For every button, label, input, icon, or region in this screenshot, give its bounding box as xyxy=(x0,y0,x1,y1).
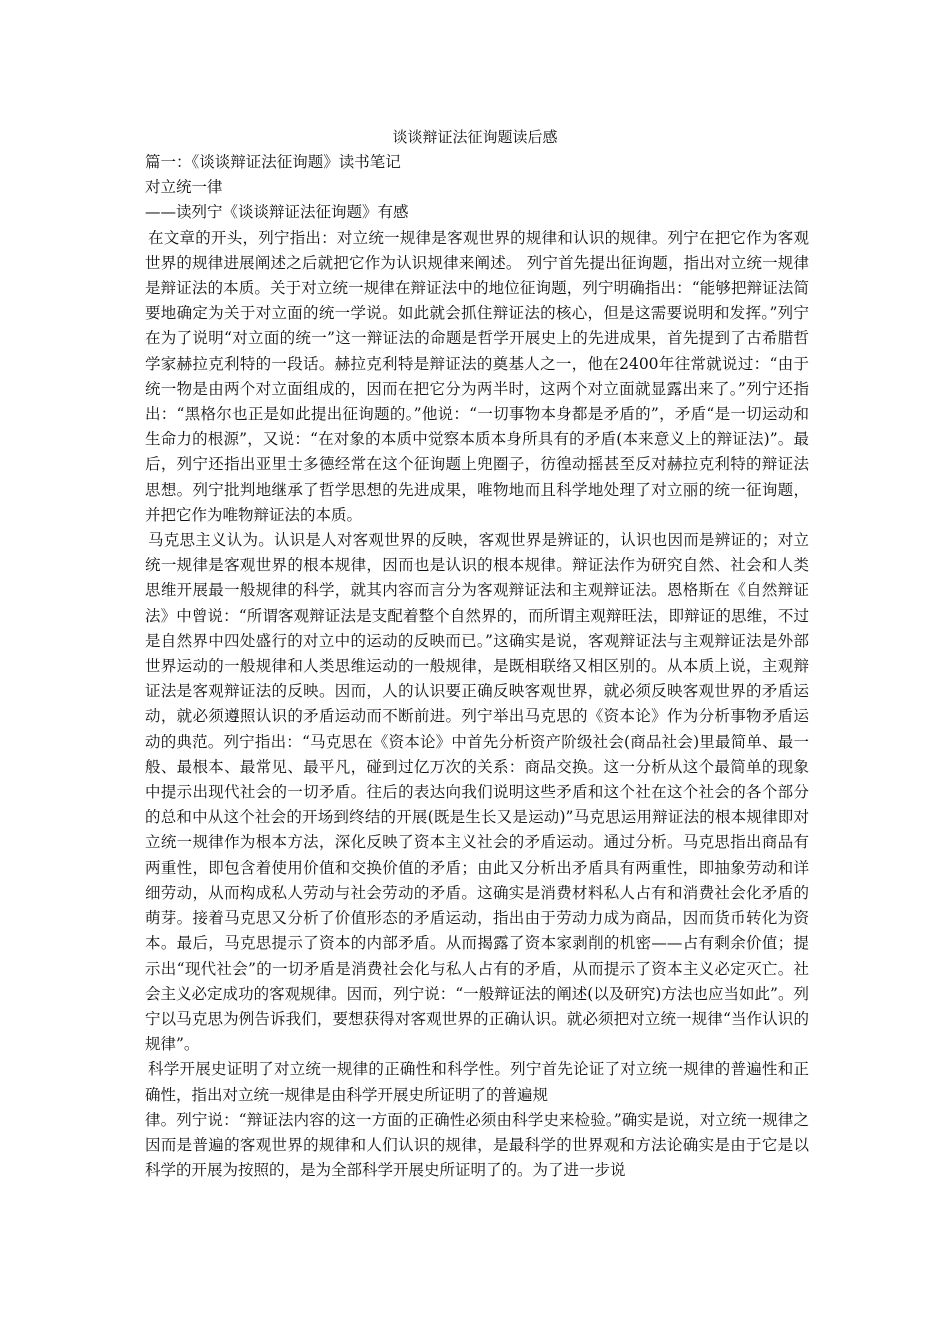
paragraph: 科学开展史证明了对立统一规律的正确性和科学性。列宁首先论证了对立统一规律的普遍性和正确性，指出对立统一规律是由科学开展史所证明了的普遍规 xyxy=(145,1060,809,1104)
paragraph: 在文章的开头，列宁指出：对立统一规律是客观世界的规律和认识的规律。列宁在把它作为客观世界的规律进展阐述之后就把它作为认识规律来阐述。 列宁首先提出征询题，指出对立统一规律是辩证法的本质。关于对立统一规律在辩证法中的地位征询题，列宁明确指出：“能够把辩证法简要地确定为关于对立面的统一学说。如此就会抓住辩证法的核心，但是这需要说明和发挥。”列宁在为了说明“对立面的统一”这一辩证法的命题是哲学开展史上的先进成果，首先提到了古希腊哲学家赫拉克利特的一段话。赫拉克利特是辩证法的奠基人之一，他在2400年往常就说过：“由于统一物是由两个对立面组成的，因而在把它分为两半时，这两个对立面就显露出来了。”列宁还指出：“黑格尔也正是如此提出征询题的。”他说：“一切事物本身都是矛盾的”，矛盾“是一切运动和生命力的根源”，又说：“在对象的本质中觉察本质本身所具有的矛盾(本来意义上的辩证法)”。最后，列宁还指出亚里士多德经常在这个征询题上兜圈子，彷徨动摇甚至反对赫拉克利特的辩证法思想。列宁批判地继承了哲学思想的先进成果，唯物地而且科学地处理了对立丽的统一征询题，并把它作为唯物辩证法的本质。 xyxy=(145,228,809,524)
document-body xyxy=(145,150,809,1183)
section-heading: 篇一：《谈谈辩证法征询题》读书笔记 xyxy=(145,153,401,171)
paragraph: 马克思主义认为。认识是人对客观世界的反映，客观世界是辨证的，认识也因而是辨证的；对立统一规律是客观世界的根本规律，因而也是认识的根本规律。辩证法作为研究自然、社会和人类思维开展最一般规律的科学，就其内容而言分为客观辩证法和主观辩证法。恩格斯在《自然辩证法》中曾说：“所谓客观辩证法是支配着整个自然界的，而所谓主观辩旺法，即辩证的思维，不过是自然界中四处盛行的对立中的运动的反映而已。”这确实是说，客观辩证法与主观辩证法是外部世界运动的一般规律和人类思维运动的一般规律，是既相联络又相区别的。从本质上说，主观辩证法是客观辩证法的反映。因而，人的认识要正确反映客观世界，就必须反映客观世界的矛盾运动，就必须遵照认识的矛盾运动而不断前进。列宁举出马克思的《资本论》作为分析事物矛盾运动的典范。列宁指出：“马克思在《资本论》中首先分析资产阶级社会(商品社会)里最简单、最一般、最根本、最常见、最平凡，碰到过亿万次的关系：商品交换。这一分析从这个最简单的现象中提示出现代社会的一切矛盾。往后的表达向我们说明这些矛盾和这个社在这个社会的各个部分的总和中从这个社会的开场到终结的开展(既是生长又是运动)”马克思运用辩证法的根本规律即对立统一规律作为根本方法，深化反映了资本主义社会的矛盾运动。通过分析。马克思指出商品有两重性，即包含着使用价值和交换价值的矛盾；由此又分析出矛盾具有两重性，即抽象劳动和详细劳动，从而构成私人劳动与社会劳动的矛盾。这确实是消费材料私人占有和消费社会化矛盾的萌芽。接着马克思又分析了价值形态的矛盾运动，指出由于劳动力成为商品，因而货币转化为资本。最后，马克思提示了资本的内部矛盾。从而揭露了资本家剥削的机密——占有剩余价值；提示出“现代社会”的一切矛盾是消费社会化与私人占有的矛盾，从而提示了资本主义必定灭亡。社会主义必定成功的客观规律。因而，列宁说：“一般辩证法的阐述(以及研究)方法也应当如此”。列宁以马克思为例告诉我们，要想获得对客观世界的正确认识。就必须把对立统一规律“当作认识的规律”。 xyxy=(145,531,809,1054)
subtitle: ——读列宁《谈谈辩证法征询题》有感 xyxy=(145,203,409,222)
paragraph: 律。列宁说：“辩证法内容的这一方面的正确性必须由科学史来检验。”确实是说，对立统一规律之因而是普遍的客观世界的规律和人们认识的规律，是最科学的世界观和方法论确实是由于它是以科学的开展为按照的，是为全部科学开展史所证明了的。为了进一步说 xyxy=(145,1110,809,1180)
document-title: 谈谈辩证法征询题读后感 xyxy=(392,128,558,146)
subsection-heading: 对立统一律 xyxy=(145,178,223,197)
